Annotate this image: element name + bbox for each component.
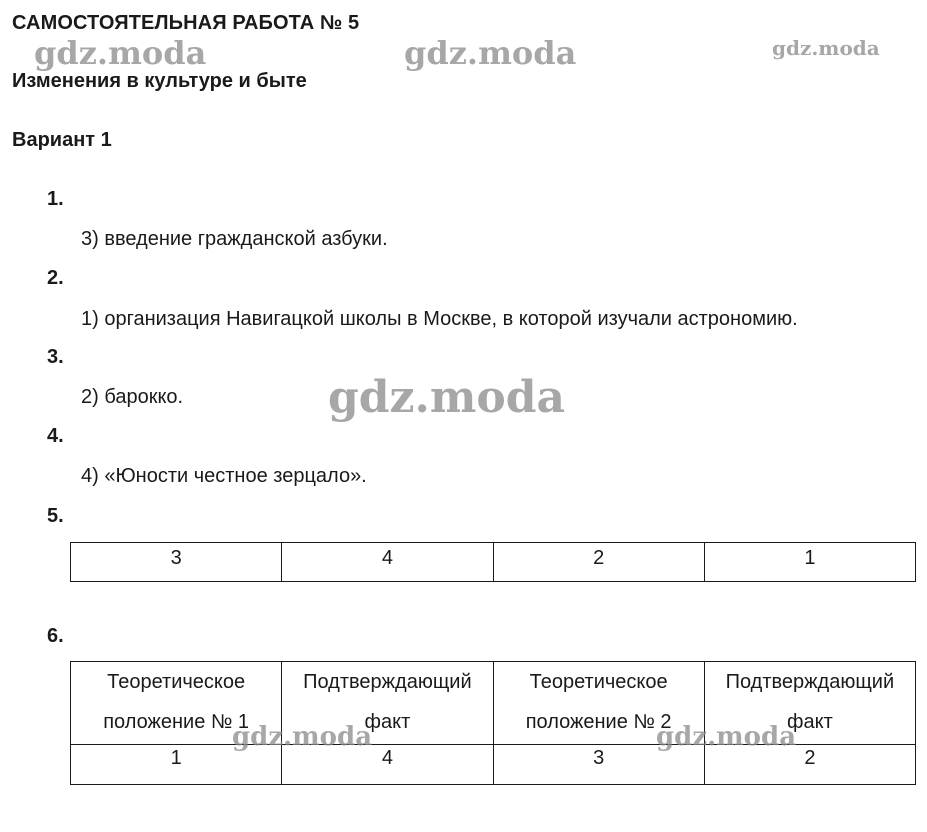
header-line: факт — [787, 711, 833, 733]
watermark: gdz.moda — [404, 34, 577, 72]
question-number-6: 6. — [47, 625, 64, 647]
table-cell: 2 — [704, 745, 915, 785]
table-cell: 1 — [704, 543, 915, 582]
page-title: САМОСТОЯТЕЛЬНАЯ РАБОТА № 5 — [12, 12, 360, 34]
watermark: gdz.moda — [772, 36, 880, 60]
header-line: Теоретическое — [529, 671, 668, 693]
question-number-2: 2. — [47, 267, 64, 289]
header-line: Подтверждающий — [725, 671, 895, 693]
answer-table-5 — [70, 542, 916, 582]
watermark: gdz.moda — [34, 34, 207, 72]
answer-3: 2) барокко. — [81, 386, 184, 408]
table-cell: 1 — [71, 745, 282, 785]
watermark: gdz.moda — [328, 372, 566, 423]
answer-1: 3) введение гражданской азбуки. — [81, 228, 388, 250]
question-number-4: 4. — [47, 425, 64, 447]
watermark: gdz.moda — [232, 722, 373, 752]
table-row — [71, 543, 916, 582]
question-number-1: 1. — [47, 188, 64, 210]
table-cell: 4 — [282, 745, 493, 785]
table-cell: 3 — [71, 543, 282, 582]
question-number-3: 3. — [47, 346, 64, 368]
header-line: Подтверждающий — [303, 671, 472, 693]
table-cell: 4 — [282, 543, 493, 582]
variant-heading: Вариант 1 — [12, 129, 112, 151]
watermark: gdz.moda — [656, 722, 797, 752]
work-subtitle: Изменения в культуре и быте — [12, 70, 307, 92]
table-cell: 3 — [493, 745, 704, 785]
table-cell: 2 — [493, 543, 704, 582]
answer-2: 1) организация Навигацкой школы в Москве, в которой изучали астрономию. — [81, 308, 798, 330]
header-line: положение № 2 — [525, 711, 672, 733]
answer-4: 4) «Юности честное зерцало». — [81, 465, 367, 487]
header-line: Теоретическое — [107, 671, 246, 693]
header-line: факт — [364, 711, 411, 733]
header-line: положение № 1 — [103, 711, 250, 733]
question-number-5: 5. — [47, 505, 64, 527]
